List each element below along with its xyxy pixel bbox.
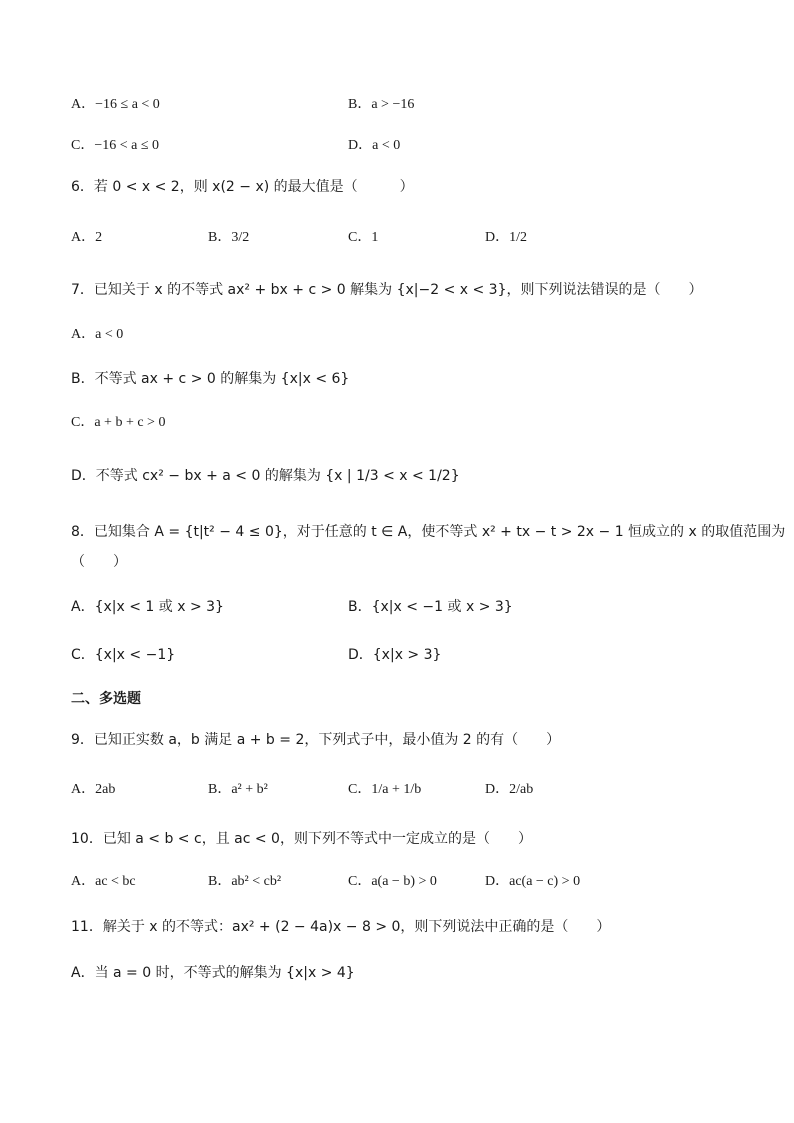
q9-option-b: B．a² + b² bbox=[208, 782, 268, 797]
q8-option-b: B．{x|x < −1 或 x > 3} bbox=[348, 599, 513, 615]
q8-option-d: D．{x|x > 3} bbox=[348, 647, 442, 663]
q8-option-c: C．{x|x < −1} bbox=[71, 647, 176, 663]
q7-option-b: B．不等式 ax + c > 0 的解集为 {x|x < 6} bbox=[71, 371, 350, 387]
q9-stem: 9．已知正实数 a，b 满足 a + b = 2，下列式子中，最小值为 2 的有（ ） bbox=[71, 732, 561, 748]
q6-option-d: D．1/2 bbox=[485, 230, 527, 245]
q6-option-c: C．1 bbox=[348, 230, 379, 245]
q5-option-c: C．−16 < a ≤ 0 bbox=[71, 138, 160, 153]
q5-option-b: B．a > −16 bbox=[348, 97, 415, 112]
q6-stem: 6．若 0 < x < 2，则 x(2 − x) 的最大值是（ ） bbox=[71, 179, 414, 195]
q8-option-a: A．{x|x < 1 或 x > 3} bbox=[71, 599, 224, 615]
q11-stem: 11．解关于 x 的不等式：ax² + (2 − 4a)x − 8 > 0，则下列说法中正确的是（ ） bbox=[71, 919, 611, 935]
q8-stem-continued: （ ） bbox=[71, 554, 127, 570]
q9-option-d: D．2/ab bbox=[485, 782, 534, 797]
q7-option-a: A．a < 0 bbox=[71, 327, 124, 342]
q5-option-d: D．a < 0 bbox=[348, 138, 401, 153]
q6-option-a: A．2 bbox=[71, 230, 103, 245]
q6-option-b: B．3/2 bbox=[208, 230, 250, 245]
q8-stem: 8．已知集合 A = {t|t² − 4 ≤ 0}，对于任意的 t ∈ A，使不等式 x² + tx − t > 2x − 1 恒成立的 x 的取值范围为 bbox=[71, 524, 786, 540]
q10-option-a: A．ac < bc bbox=[71, 874, 136, 889]
q7-stem: 7．已知关于 x 的不等式 ax² + bx + c > 0 解集为 {x|−2 < x < 3}，则下列说法错误的是（ ） bbox=[71, 282, 703, 298]
q9-option-c: C．1/a + 1/b bbox=[348, 782, 422, 797]
q7-option-c: C．a + b + c > 0 bbox=[71, 415, 166, 430]
q5-option-a: A．−16 ≤ a < 0 bbox=[71, 97, 160, 112]
q9-option-a: A．2ab bbox=[71, 782, 116, 797]
q10-option-d: D．ac(a − c) > 0 bbox=[485, 874, 581, 889]
q10-stem: 10．已知 a < b < c，且 ac < 0，则下列不等式中一定成立的是（ ） bbox=[71, 831, 532, 847]
q10-option-c: C．a(a − b) > 0 bbox=[348, 874, 437, 889]
q11-option-a: A．当 a = 0 时，不等式的解集为 {x|x > 4} bbox=[71, 965, 355, 981]
section-heading-multiple-choice: 二、多选题 bbox=[71, 691, 141, 707]
q10-option-b: B．ab² < cb² bbox=[208, 874, 282, 889]
q7-option-d: D．不等式 cx² − bx + a < 0 的解集为 {x | 1/3 < x < 1/2} bbox=[71, 468, 460, 484]
